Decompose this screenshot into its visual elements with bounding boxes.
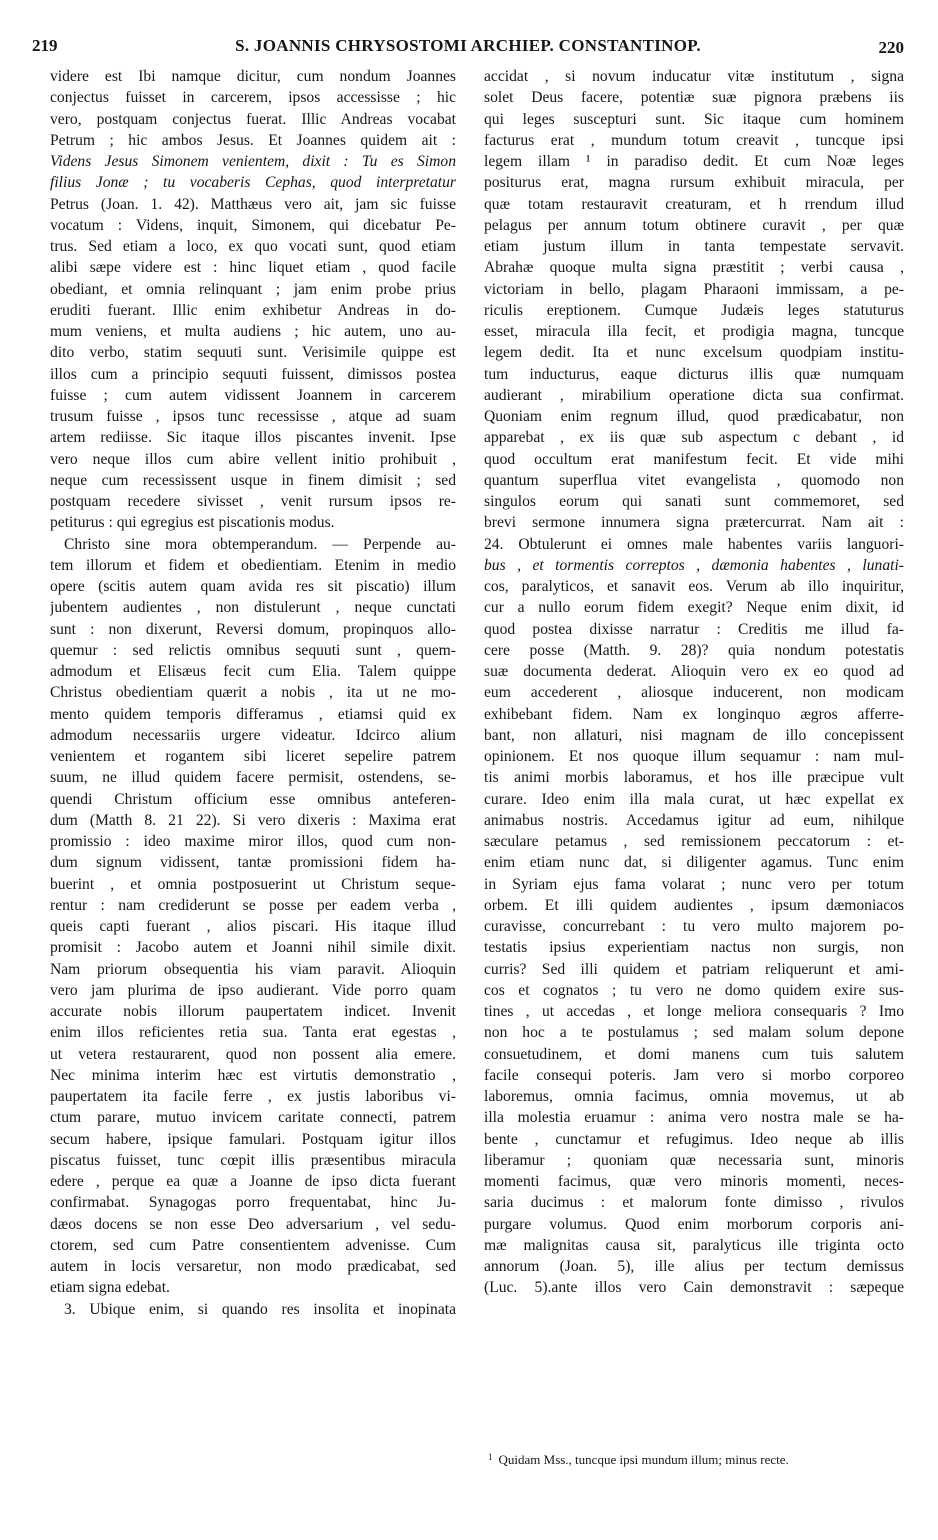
text-line: animabus nostris. Accedamus igitur ad eum, nihilque (484, 811, 904, 829)
text-line: alibi sæpe videre est : hinc liquet etiam , quod facile (50, 259, 456, 277)
text-line: tem illorum et fidem et obedientiam. Etenim in medio (50, 556, 456, 574)
text-line: trus. Sed etiam a loco, ex quo vocati sunt, quod etiam (50, 238, 456, 255)
text-line: edere , perque ea quæ a Joanne de ipso dicta fuerant (50, 1173, 456, 1190)
text-line: eruditi fuerant. Illic enim exhibetur Andreas in do- (50, 301, 456, 319)
text-line: secum habere, ipsique famulari. Postquam igitur illos (50, 1130, 456, 1148)
running-title: S. JOANNIS CHRYSOSTOMI ARCHIEP. CONSTANTINOP. (235, 36, 701, 55)
text-line: 3. Ubique enim, si quando res insolita et inopinata (64, 1300, 456, 1318)
text-line: neque cum recessissent usque in finem dimisit ; sed (50, 471, 456, 489)
text-line: ctum parare, mutuo invicem caritate connecti, patrem (50, 1109, 456, 1127)
text-line: enim illos reficientes retia sua. Tanta erat egestas , (50, 1024, 456, 1042)
text-line: saria ducimus : et malorum fonte dimisso , rivulos (484, 1194, 904, 1212)
text-line: facile consequi poteris. Jam vero si morbo corporeo (484, 1066, 904, 1084)
text-line: esset, miracula illa fecit, et prodigia magna, tuncque (484, 323, 904, 340)
text-line: positurus erat, magna rursum exhibuit miracula, per (484, 174, 904, 192)
text-line: orbem. Et illi quidem audientes , ipsum dæmoniacos (484, 896, 904, 914)
text-line: non hoc a te postulamus ; sed malam solum depone (484, 1024, 904, 1042)
left-text-column (50, 66, 456, 1320)
text-line: etiam signa edebat. (50, 1279, 170, 1297)
text-line: videre est Ibi namque dicitur, cum nondum Joannes (50, 68, 456, 85)
text-line: facturus erat , mundum totum creavit , tuncque ipsi (484, 131, 904, 149)
text-line: venientem et rogantem sibi liceret sepelire patrem (50, 748, 456, 765)
text-line: consuetudinem, et domi manens cum tuis salutem (484, 1045, 904, 1063)
text-line: sæculare petamus , sed remissionem peccatorum : et- (484, 833, 904, 850)
text-line: accidat , si novum inducatur vitæ institutum , signa (484, 68, 904, 85)
text-line: victoriam in bello, plagam Pharaoni immissam, a pe- (484, 280, 904, 298)
text-line: curris? Sed illi quidem et patriam reliquerunt et ami- (484, 960, 904, 978)
text-line: quendi Christum officium esse omnibus anteferen- (50, 790, 456, 808)
text-line: opinionem. Et nos quoque illum sequamur : nam mul- (484, 748, 904, 765)
text-line: Christo sine mora obtemperandum. — Perpende au- (64, 535, 456, 553)
text-line: paupertatem ita facile ferre , ex justis laboribus vi- (50, 1088, 456, 1105)
text-line: curare. Ideo enim illa mala curat, ut hæc expellat ex (484, 790, 904, 808)
text-line: legem dedit. Ita et nunc excelsum quodpiam institu- (484, 344, 904, 362)
text-line: vocatum : Videns, inquit, Simonem, qui dicebatur Pe- (50, 216, 456, 234)
text-line: annorum (Joan. 5), ille alius per tectum demissus (484, 1258, 904, 1275)
text-line: jubentem audientes , non distulerunt , neque cunctati (50, 599, 456, 617)
text-line: rentur : nam crediderunt se posse per eadem verba , (50, 896, 456, 914)
running-header (32, 36, 904, 64)
text-line: bus , et tormentis correptos , dæmonia habentes , lunati- (484, 556, 904, 574)
text-line: enim etiam nunc dat, si diligenter agamus. Tunc enim (484, 854, 904, 872)
text-line: fuisse ; cum autem vidissent Joannem in carcerem (50, 386, 456, 404)
text-line: accurate nobis illorum paupertatem indicet. Invenit (50, 1003, 456, 1020)
text-line: testatis ipsius experientiam nactus non surgis, non (484, 939, 904, 957)
text-line: illos cum a principio sequuti fuissent, dimissos postea (50, 365, 456, 383)
footnote-mark: 1 (488, 1452, 493, 1462)
text-line: quemur : sed relictis omnibus sequuti sunt , quem- (50, 641, 456, 659)
text-line: confirmabat. Synagogas porro frequentabat, hinc Ju- (50, 1194, 456, 1212)
text-line: Abrahæ quoque multa signa præstitit ; verbi causa , (484, 259, 904, 277)
text-line: Nec minima interim hæc est virtutis demonstratio , (50, 1066, 456, 1084)
text-line: suum, ne illud quidem facere permisit, ostendens, se- (50, 769, 456, 787)
text-line: 24. Obtulerunt ei omnes male habentes variis languori- (484, 535, 904, 553)
text-line: admodum et Elisæus fecit cum Elia. Talem quippe (50, 663, 456, 680)
text-line: vero jam plurima de ipso audierant. Vide porro quam (50, 981, 456, 999)
text-line: quantum superflua vitet evangelista , quomodo non (484, 471, 904, 489)
text-line: pelagus per annum totum obtinere curavit , per quæ (484, 216, 904, 234)
text-line: bente , cunctamur et refugimus. Ideo neque ab illis (484, 1130, 904, 1148)
text-line: ctorem, sed cum Patre consentientem advenisse. Cum (50, 1236, 456, 1254)
text-line: sunt : non dixerunt, Reversi domum, propinquos allo- (50, 620, 456, 638)
text-line: Videns Jesus Simonem venientem, dixit : Tu es Simon (50, 153, 456, 170)
text-line: tum inducturus, eaque dicturus illis quæ numquam (484, 365, 904, 383)
text-line: (Luc. 5).ante illos vero Cain demonstravit : sæpeque (484, 1279, 904, 1297)
text-line: vero, postquam conjectus fuerat. Illic Andreas vocabat (50, 110, 456, 128)
text-line: cur a nullo eorum fidem exegit? Neque enim dixit, id (484, 599, 904, 617)
text-line: dæos docens se non esse Deo adversarium , vel sedu- (50, 1215, 456, 1233)
text-line: solet Deus facere, potentiæ suæ pignora præbens iis (484, 89, 904, 107)
text-line: queis capti fuerant , alios piscari. His itaque illud (50, 918, 456, 935)
text-line: trusum fuisse , ipsos tunc recessisse , atque ad suam (50, 408, 456, 425)
text-line: bant, non allaturi, nisi magnam de illo concepissent (484, 726, 904, 744)
text-line: ut vetera restaurarent, quod non possent alia emere. (50, 1045, 456, 1063)
text-line: petiturus : qui egregius est piscationis modus. (50, 514, 335, 532)
text-line: in Syriam ejus fama volarat ; nunc vero per totum (484, 875, 904, 893)
text-line: momenti facimus, quæ vero minoris momenti, neces- (484, 1173, 904, 1190)
text-line: tis animi morbis laboramus, et hos ille præcipue vult (484, 769, 904, 787)
text-line: mæ malignitas causa sit, paralyticus ille triginta octo (484, 1236, 904, 1254)
text-line: brevi sermone innumera signa prætercurrat. Nam ait : (484, 514, 904, 532)
text-line: mento quidem temporis differamus , etiamsi quid ex (50, 705, 456, 723)
text-line: vero neque illos cum abire vellent initio prohibuit , (50, 450, 456, 468)
text-line: obediant, et omnia relinquant ; jam enim probe prius (50, 280, 456, 298)
text-line: legem illam ¹ in paradiso dedit. Et cum Noæ leges (484, 153, 904, 170)
footnote (488, 1448, 888, 1469)
text-line: opere (scitis autem quam avida res sit piscatio) illum (50, 578, 456, 595)
text-line: laboremus, omnia facimus, omnia movemus, ut ab (484, 1088, 904, 1105)
text-line: Petrum ; hic ambos Jesus. Et Joannes quidem ait : (50, 131, 456, 149)
text-line: promisit : Jacobo autem et Joanni nihil simile dixit. (50, 939, 456, 957)
text-line: conjectus fuisset in carcerem, ipsos accessisse ; hic (50, 89, 456, 107)
text-line: admodum necessariis urgere videatur. Idcirco alium (50, 726, 456, 744)
text-line: Christus obedientiam quærit a nobis , ita ut ne mo- (50, 684, 456, 702)
text-line: artem rediisse. Sic itaque illos piscantes invenit. Ipse (50, 429, 456, 447)
text-line: exhibebant fidem. Nam ex longinquo ægros afferre- (484, 705, 904, 723)
text-line: illa molestia eruamur : anima vero nostra male se ha- (484, 1109, 904, 1127)
text-line: eum accederent , aliosque inducerent, non modicam (484, 684, 904, 702)
text-line: dum (Matth 8. 21 22). Si vero dixeris : Maxima erat (50, 811, 456, 829)
text-line: quod postea dixisse narratur : Creditis me illud fa- (484, 620, 904, 638)
page-number-right: 220 (878, 38, 904, 57)
text-line: Petrus (Joan. 1. 42). Matthæus vero ait, jam sic fuisse (50, 195, 456, 213)
text-line: riculis ereptionem. Cumque Judæis leges statuturus (484, 301, 904, 319)
text-line: postquam recedere sivisset , venit rursum ipsos re- (50, 493, 456, 510)
text-line: curavisse, concurrebant : tu vero multo majorem po- (484, 918, 904, 935)
text-line: buerint , et omnia postposuerint ut Christum seque- (50, 875, 456, 893)
text-line: etiam justum illum in tanta tempestate servavit. (484, 238, 904, 255)
footnote-text: Quidam Mss., tuncque ipsi mundum illum; minus recte. (498, 1452, 789, 1467)
text-line: qui leges suscepturi sunt. Sic itaque cum hominem (484, 110, 904, 128)
text-line: suæ documenta dederat. Alioquin vero ex eo quod ad (484, 663, 904, 680)
text-line: quæ totam restauravit creaturam, et h rrendum illud (484, 195, 904, 213)
text-line: purgare volumus. Quod enim morborum corporis ani- (484, 1215, 904, 1233)
text-line: promissio : ideo maxime miror illos, quod cum non- (50, 833, 456, 850)
text-line: audierant , mirabilium operatione dicta sua confirmat. (484, 386, 904, 404)
text-line: cos et cognatos ; tu vero ne domo quidem exire sus- (484, 981, 904, 999)
text-line: apparebat , ex iis quæ sub aspectum c debant , id (484, 429, 904, 447)
text-line: dum signum vidissent, tantæ promissioni fidem ha- (50, 854, 456, 872)
text-line: tines , ut accedas , et longe meliora consequaris ? Imo (484, 1003, 904, 1020)
text-line: piscatus fuisset, tunc cœpit illis præsentibus miracula (50, 1151, 456, 1169)
text-line: cos, paralyticos, et sanavit eos. Verum ab illo inquiritur, (484, 578, 904, 595)
text-line: dito verbo, statim sequuti sunt. Verisimile quippe est (50, 344, 456, 362)
text-line: cere posse (Matth. 9. 28)? quia nondum potestatis (484, 641, 904, 659)
text-line: liberamur ; quoniam quæ necessaria sunt, minoris (484, 1151, 904, 1169)
text-line: filius Jonæ ; tu vocaberis Cephas, quod interpretatur (50, 174, 456, 192)
page-number-left: 219 (32, 36, 58, 55)
text-line: singulos eorum qui sanati sunt commemoret, sed (484, 493, 904, 510)
text-line: Nam priorum obsequentia his viam paravit. Alioquin (50, 960, 456, 978)
text-line: autem in locis versaretur, non modo prædicabat, sed (50, 1258, 456, 1275)
text-line: Quoniam enim regnum illud, quod prædicabatur, non (484, 408, 904, 425)
text-line: mum veniens, et multa audiens ; hic autem, uno au- (50, 323, 456, 340)
text-line: quod occultum erat manifestum fecit. Et vide mihi (484, 450, 904, 468)
right-text-column (484, 66, 904, 1299)
